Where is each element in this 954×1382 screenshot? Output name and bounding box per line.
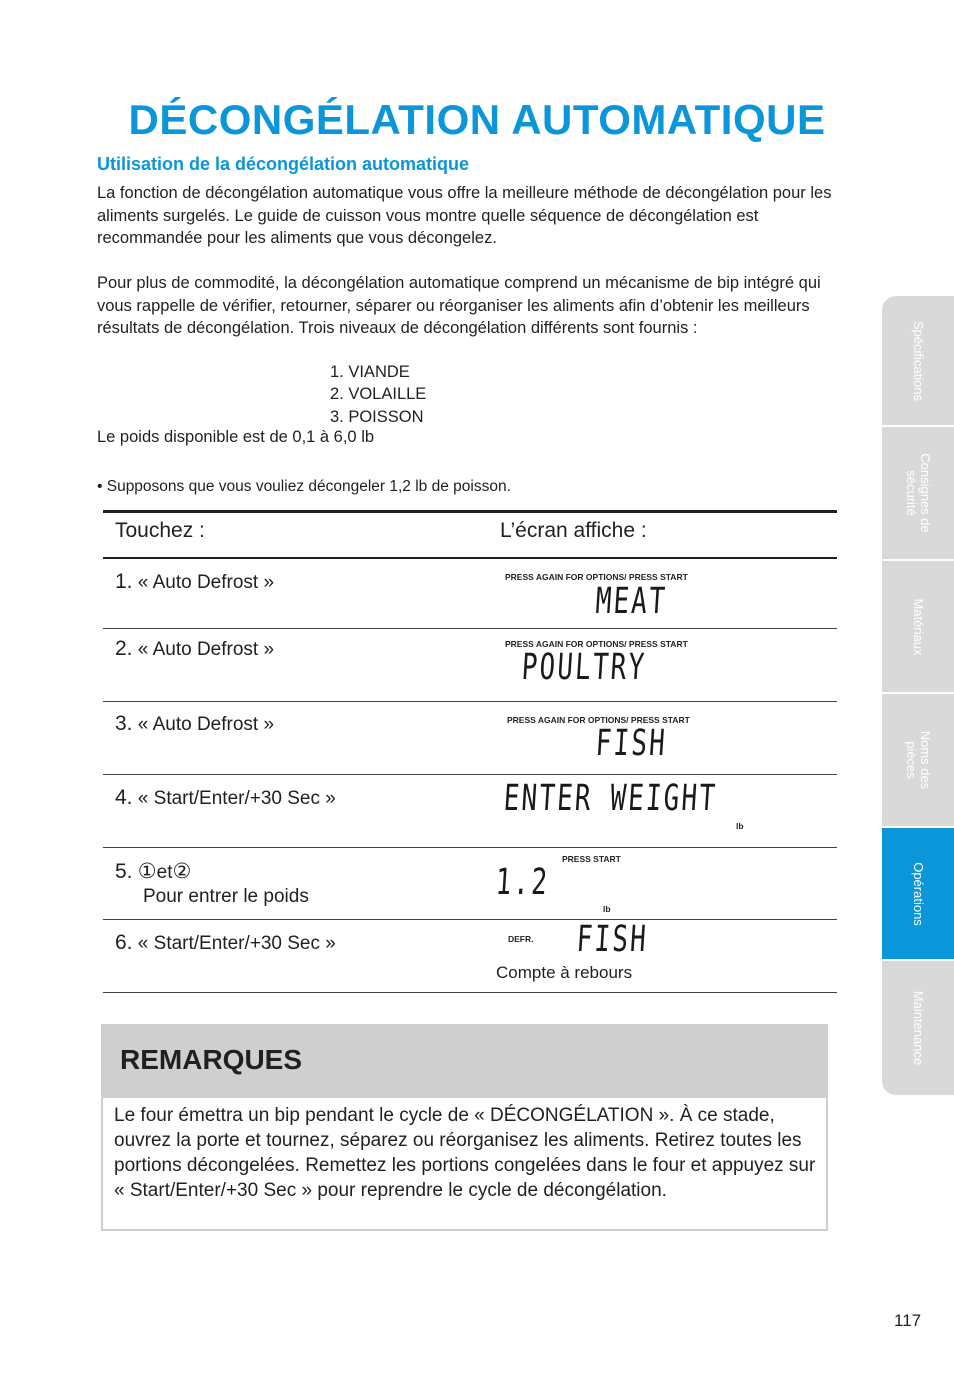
lcd-defrost-tag: DEFR. [508,934,534,944]
row-divider [103,919,837,920]
notes-text: Le four émettra un bip pendant le cycle de « DÉCONGÉLATION ». À ce stade, ouvrez la porte et tournez, séparez ou réorganisez les aliments. Retirez toutes les portions décongelées. Remettez les portions congelées dans le four et appuyez sur « Start/Enter/+30 Sec » pour reprendre le cycle de décongélation. [114,1105,816,1201]
tab-label: Matériaux [911,597,926,656]
row-divider [103,628,837,629]
lcd-display-fish-countdown: FISH [575,919,650,960]
number-key-2: ② [172,860,192,883]
start-enter-key: « Start/Enter/+30 Sec » [137,788,336,809]
row-divider [103,847,837,848]
lcd-display-meat: MEAT [594,581,669,622]
intro-paragraph: La fonction de décongélation automatique vous offre la meilleure méthode de décongélation pour les aliments surgelés. Le guide de cuisson vous montre quelle séquence de décongélation est recommandée pour les aliments que vous décongelez. [97,184,832,247]
lcd-hint: PRESS AGAIN FOR OPTIONS/ PRESS START [507,715,690,725]
tab-label: Noms des pièces [904,730,933,790]
lcd-display-poultry: POULTRY [520,647,648,688]
beeper-paragraph: Pour plus de commodité, la décongélation automatique comprend un mécanisme de bip intégré qui vous rappelle de vérifier, retourner, séparer ou réorganiser les aliments afin d’obtenir les meilleurs résultats de décongélation. Trois niveaux de décongélation différents sont fournis : [97,274,821,337]
table-row [115,637,274,661]
lcd-display-fish: FISH [594,723,669,764]
step-number: 3. [115,712,133,735]
table-row [115,570,274,594]
table-row [115,712,274,736]
table-top-rule [103,510,837,513]
number-key-1: ① [137,860,157,883]
lcd-hint: PRESS START [562,854,621,864]
row-divider [103,774,837,775]
notes-header [103,1026,826,1098]
table-header-rule [103,557,837,559]
tab-operations[interactable] [882,828,954,961]
tab-materials[interactable] [882,561,954,694]
notes-title: REMARQUES [120,1044,303,1075]
weight-range-text: Le poids disponible est de 0,1 à 6,0 lb [97,428,375,446]
column-header-display: L’écran affiche : [500,519,647,542]
tab-specifications[interactable] [882,296,954,427]
tab-label: Opérations [911,861,926,926]
step-number: 6. [115,931,133,954]
tab-label: Consignes de sécurité [904,453,933,533]
section-tabs [882,296,954,1095]
countdown-caption: Compte à rebours [496,963,633,982]
page-title: DÉCONGÉLATION AUTOMATIQUE [128,96,826,143]
auto-defrost-key: « Auto Defrost » [137,714,275,735]
tab-maintenance[interactable] [882,961,954,1095]
tab-label: Spécifications [911,320,926,401]
lcd-display-weight: 1.2 [494,862,551,903]
lcd-unit-lb: lb [603,904,611,914]
table-row [115,859,191,884]
section-subtitle: Utilisation de la décongélation automatique [97,154,470,174]
table-row [115,931,336,955]
tab-safety[interactable] [882,427,954,561]
table-bottom-rule [103,992,837,993]
step-number: 2. [115,637,133,660]
list-item: 3. POISSON [330,407,424,426]
page-number: 117 [894,1311,922,1330]
lcd-hint: PRESS AGAIN FOR OPTIONS/ PRESS START [505,639,688,649]
tab-label: Maintenance [911,990,926,1066]
auto-defrost-key: « Auto Defrost » [137,572,275,593]
lcd-unit-lb: lb [736,821,744,831]
list-item: 1. VIANDE [330,363,410,381]
list-item: 2. VOLAILLE [330,385,427,404]
lcd-display-enter-weight: ENTER WEIGHT [502,778,719,819]
notes-box [101,1024,828,1231]
table-row [115,786,336,810]
auto-defrost-key: « Auto Defrost » [137,639,275,660]
step-number: 4. [115,786,133,809]
defrost-levels-list [330,361,426,428]
enter-weight-instruction: Pour entrer le poids [143,886,309,907]
conjunction-text: et [156,862,173,883]
tab-parts[interactable] [882,694,954,828]
step-number: 5. [115,860,133,883]
lcd-hint: PRESS AGAIN FOR OPTIONS/ PRESS START [505,572,688,582]
step-number: 1. [115,570,133,593]
column-header-touch: Touchez : [115,519,205,542]
start-enter-key: « Start/Enter/+30 Sec » [137,933,336,954]
row-divider [103,701,837,702]
example-bullet: • Supposons que vous vouliez décongeler 1,2 lb de poisson. [97,478,511,495]
